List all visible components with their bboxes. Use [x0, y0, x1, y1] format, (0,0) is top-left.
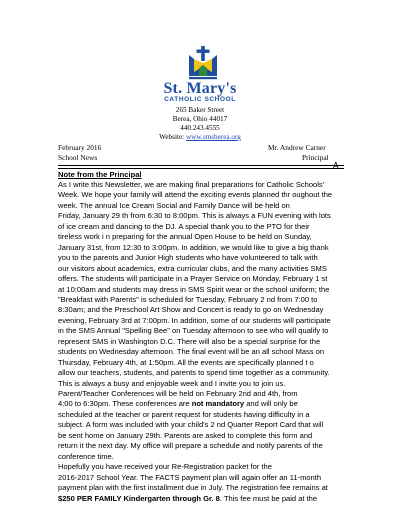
body-text-segment: students on Wednesday afternoon. The final event will be an all school Mass on — [58, 347, 325, 357]
body-text-segment: 8:30am; and the Preschool Art Show and Concert is ready to go on Wednesday — [58, 305, 324, 315]
body-line — [58, 431, 312, 440]
body-text-segment: allow our teachers, students, and parents to spend time together as a community. — [58, 368, 330, 378]
body-line — [58, 420, 323, 429]
body-text-bold: not mandatory — [191, 399, 245, 409]
body-line — [58, 201, 290, 210]
body-text-segment: "Breakfast with Parents" is scheduled for Tuesday, February 2 nd from 7:00 to — [58, 294, 318, 304]
body-line — [58, 316, 331, 325]
body-line — [58, 232, 312, 241]
body-text-segment: . This fee must be paid at the — [219, 493, 318, 503]
school-subtitle: CATHOLIC SCHOOL — [164, 96, 236, 103]
body-line — [58, 305, 323, 314]
body-line — [58, 222, 310, 231]
phone-number: 440.243.4555 — [180, 124, 220, 132]
body-line — [58, 441, 323, 450]
body-text-segment: scheduled at the teacher or parent request for students having difficulty in a — [58, 409, 310, 419]
body-text-segment: Week. We hope your family will attend the exciting events planned thr oughout the — [58, 190, 333, 200]
body-text-segment: week. The annual Ice Cream Social and Family Dance will be held on — [58, 200, 290, 210]
body-line — [58, 473, 321, 482]
body-line — [58, 253, 318, 262]
body-line — [58, 399, 298, 408]
body-line — [58, 379, 285, 388]
body-text-segment: return it the next day. My office will prepare a schedule and notify parents of the — [58, 441, 323, 451]
body-text-segment: 4:00 to 6:30pm. These conferences are — [58, 399, 192, 409]
school-name: St. Mary's — [163, 80, 237, 97]
body-text-segment: January 31st, from 12:30 to 3:00pm. In addition, we would like to give a big thank — [58, 242, 329, 252]
body-text-segment: As I write this Newsletter, we are making final preparations for Catholic Schools' — [58, 180, 325, 189]
body-line — [58, 243, 329, 252]
body-line — [58, 483, 328, 492]
body-text-segment: you to the parents and Junior High students who have volunteered to talk with — [58, 253, 318, 263]
address-city: Berea, Ohio 44017 — [172, 115, 228, 123]
newsletter-section: School News — [58, 153, 98, 162]
website-line — [100, 133, 300, 141]
body-line — [58, 452, 114, 461]
body-line — [58, 462, 272, 471]
body-text-segment: be sent home on January 29th. Parents are asked to complete this form and — [58, 430, 313, 440]
body-text-segment: Hopefully you have received your Re-Registration packet for the — [58, 462, 272, 472]
body-text-segment: Thursday, February 4th, at 1:50pm. All the events are specifically planned t o — [58, 357, 314, 367]
body-line — [58, 285, 329, 294]
website-link[interactable]: www.smsberea.org — [185, 133, 241, 141]
body-line — [58, 494, 317, 503]
school-logo-icon — [186, 46, 220, 84]
body-line — [58, 211, 331, 220]
body-text-segment: our visitors about academics, extra curricular clubs, and the many activities SMS — [58, 263, 327, 273]
website-label: Website: — [159, 133, 185, 141]
body-text-segment: Friday, January 29 th from 6:30 to 8:00pm. This is always a FUN evening with lots — [58, 211, 331, 221]
body-text-segment: This is always a busy and enjoyable week and I invite you to join us. — [58, 378, 286, 388]
body-line — [58, 180, 324, 189]
body-line — [58, 410, 310, 419]
header-divider-secondary — [58, 168, 344, 169]
body-line — [58, 326, 329, 335]
body-line — [58, 347, 324, 356]
body-text-segment: 2016-2017 School Year. The FACTS payment plan will again offer an 11-month — [58, 472, 322, 482]
body-line — [58, 368, 330, 377]
body-line — [58, 295, 317, 304]
body-line — [58, 337, 320, 346]
body-line — [58, 190, 332, 199]
address-street: 265 Baker Street — [175, 106, 225, 114]
body-text-segment: Parent/Teacher Conferences will be held on February 2nd and 4th, from — [58, 389, 298, 398]
body-line — [58, 274, 327, 283]
body-text-segment: in the SMS Annual "Spelling Bee" on Tuesday afternoon to see who will qualify to — [58, 326, 329, 336]
body-text-segment: offers. The students will participate in a Prayer Service on Monday, February 1 st — [58, 274, 328, 284]
body-text-segment: at 10:00am and students may dress in SMS Spirit wear or the school uniform; the — [58, 284, 330, 294]
body-text-segment: of ice cream and dancing to the DJ. A special thank you to the PTO for their — [58, 221, 310, 231]
body-text-segment: subject. A form was included with your child's 2 nd Quarter Report Card that will — [58, 420, 324, 430]
body-text-segment: and will only be — [244, 399, 298, 409]
author-role: Principal — [302, 153, 329, 162]
body-line — [58, 264, 327, 273]
body-line — [58, 358, 314, 367]
body-text-segment: represent SMS in Washington D.C. There will also be a special surprise for the — [58, 336, 321, 346]
body-text-segment: evening, February 3rd at 7:00pm. In addition, some of our students will participate — [58, 315, 331, 325]
section-title: Note from the Principal — [58, 170, 142, 179]
body-line — [58, 389, 298, 398]
newsletter-date: February 2016 — [58, 143, 102, 152]
header-divider — [58, 165, 344, 166]
body-text-segment: conference time. — [58, 451, 114, 461]
body-text-bold: $250 PER FAMILY Kindergarten through Gr. 8 — [58, 493, 220, 503]
body-text-segment: payment plan with the first installment due in July. The registration fee remains at — [58, 483, 328, 493]
author-name: Mr. Andrew Carner — [268, 143, 326, 152]
body-text-segment: tireless work i n preparing for the annual Open House to be held on Sunday, — [58, 232, 312, 242]
